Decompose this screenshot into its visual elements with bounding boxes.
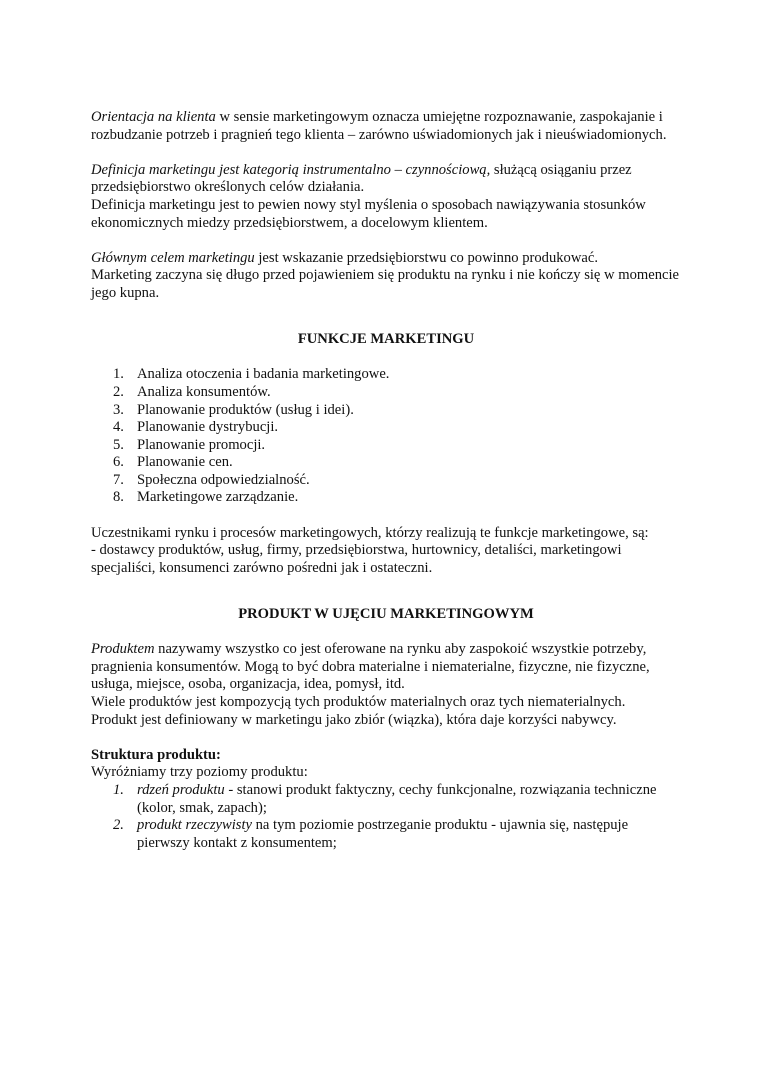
paragraph-marketing-definition-2: Definicja marketingu jest to pewien nowy styl myślenia o sposobach nawiązywania stosunków ekonomicznych miedzy przedsiębiorstwem, a docelowym klientem.	[91, 196, 646, 231]
list-item	[91, 817, 681, 852]
paragraph-product-composition: Wiele produktów jest kompozycją tych produktów materialnych oraz tych niematerialnych.	[91, 694, 626, 710]
list-number: 2.	[113, 383, 124, 400]
list-number: 4.	[113, 419, 124, 436]
document-page	[91, 109, 681, 852]
list-number: 6.	[113, 454, 124, 471]
italic-term: rdzeń produktu -	[137, 781, 234, 798]
list-item-text: Marketingowe zarządzanie.	[137, 489, 299, 506]
paragraph-text: służącą osiąganiu przez przedsiębiorstwo określonych celów działania.	[91, 161, 632, 196]
list-item	[91, 437, 681, 455]
list-item-text: Planowanie promocji.	[137, 436, 266, 453]
list-item	[91, 489, 681, 507]
paragraph-text: jest wskazanie przedsiębiorstwu co powinno produkować.	[254, 249, 599, 266]
list-item	[91, 419, 681, 437]
paragraph-marketing-timing: Marketing zaczyna się długo przed pojawieniem się produktu na rynku i nie kończy się w momencie jego kupna.	[91, 267, 680, 301]
paragraph-marketing-definition	[91, 162, 681, 197]
list-item	[91, 472, 681, 490]
list-item	[91, 402, 681, 420]
list-item-text: na tym poziomie postrzeganie produktu - ujawnia się, następuje pierwszy kontakt z konsumentem;	[137, 817, 629, 851]
functions-list	[91, 366, 681, 507]
list-item	[91, 782, 681, 817]
paragraph-main-goal	[91, 250, 681, 268]
list-item-text: Planowanie cen.	[137, 454, 233, 471]
italic-term: Definicja marketingu jest kategorią instrumentalno – czynnościową,	[91, 161, 491, 178]
list-number: 5.	[113, 436, 124, 453]
subheading-text: Struktura produktu:	[91, 746, 221, 763]
list-number: 8.	[113, 489, 124, 506]
italic-term: produkt rzeczywisty	[137, 817, 252, 834]
paragraph-participants-list: - dostawcy produktów, usług, firmy, przedsiębiorstwa, hurtownicy, detaliści, marketingowi specjaliści, konsumenci zarówno pośredni jak i ostateczni.	[91, 542, 622, 576]
list-item	[91, 454, 681, 472]
list-number: 1.	[113, 781, 124, 798]
list-item-text: Planowanie produktów (usług i idei).	[137, 401, 354, 418]
list-item-text: Analiza konsumentów.	[137, 383, 271, 400]
paragraph-text: w sensie marketingowym oznacza umiejętne rozpoznawanie, zaspokajanie i rozbudzanie potrzeb i pragnień tego klienta – zarówno uświadomionych jak i nieuświadomionych.	[91, 109, 667, 143]
italic-term: Produktem	[91, 641, 155, 658]
list-item-text: Analiza otoczenia i badania marketingowe.	[137, 366, 390, 383]
paragraph-participants: Uczestnikami rynku i procesów marketingowych, którzy realizują te funkcje marketingowe, są:	[91, 524, 649, 541]
list-number: 2.	[113, 817, 124, 834]
paragraph-product-definition	[91, 641, 681, 694]
paragraph-customer-orientation	[91, 109, 681, 144]
section-heading-product: PRODUKT W UJĘCIU MARKETINGOWYM	[238, 606, 534, 623]
subheading-product-structure	[91, 747, 681, 765]
italic-term: Głównym celem marketingu	[91, 249, 255, 266]
list-item-text: Społeczna odpowiedzialność.	[137, 471, 310, 488]
section-heading-functions: FUNKCJE MARKETINGU	[297, 331, 475, 348]
list-number: 3.	[113, 401, 124, 418]
italic-term: Orientacja na klienta	[91, 109, 216, 125]
list-number: 1.	[113, 366, 124, 383]
list-item-text: stanowi produkt faktyczny, cechy funkcjonalne, rozwiązania techniczne (kolor, smak, zapach);	[137, 781, 657, 816]
paragraph-product-benefits: Produkt jest definiowany w marketingu jako zbiór (wiązka), która daje korzyści nabywcy.	[91, 711, 617, 728]
list-number: 7.	[113, 471, 124, 488]
list-item	[91, 384, 681, 402]
paragraph-structure-intro: Wyróżniamy trzy poziomy produktu:	[91, 764, 308, 781]
list-item-text: Planowanie dystrybucji.	[137, 419, 279, 436]
list-item	[91, 366, 681, 384]
product-levels-list	[91, 782, 681, 852]
paragraph-text: nazywamy wszystko co jest oferowane na rynku aby zaspokoić wszystkie potrzeby, pragnienia konsumentów. Mogą to być dobra materialne i niematerialne, fizyczne, nie fizyczne, usługa, miejsce, osoba, organizacja, idea, pomysł, itd.	[91, 641, 650, 693]
